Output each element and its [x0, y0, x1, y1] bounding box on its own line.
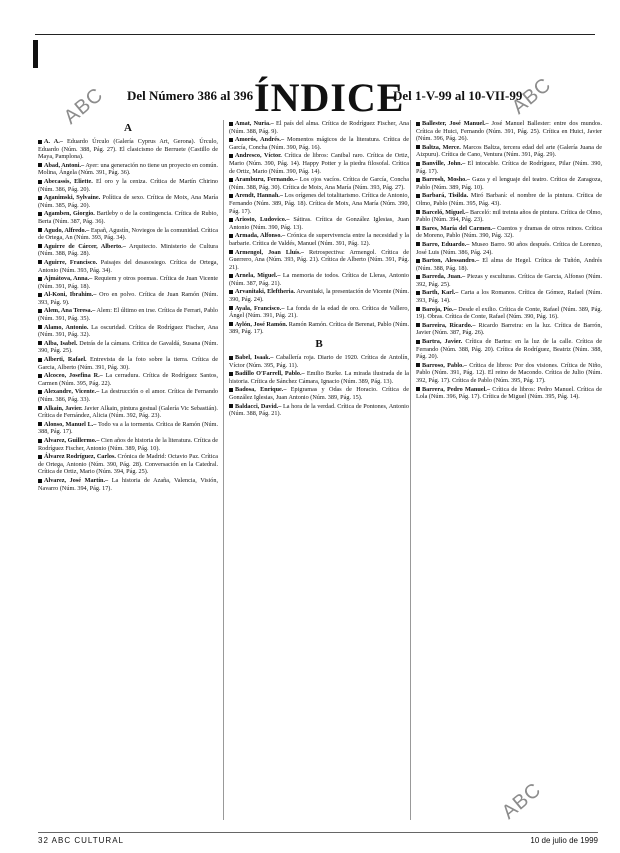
index-entry [229, 403, 409, 418]
entry-author: Aganimski, Sylvaine. [44, 194, 101, 202]
entry-author: Alvarez, Guillermo.– [44, 436, 100, 444]
corner-bar [33, 40, 38, 68]
entry-text: La hora de la verdad. Crítica de Pontones, Antonio (Núm. 388, Pág. 21). [229, 402, 409, 418]
entry-author: Barroso, Pablo.– [422, 361, 467, 369]
entry-text: Ramón Ramón. Crítica de Berenat, Pablo (Núm. 389, Pág. 17). [229, 320, 409, 336]
index-entry [38, 178, 218, 193]
entry-text: El país del alma. Crítica de Rodríguez Fischer, Ana (Núm. 388, Pág. 9). [229, 120, 409, 135]
index-entry [38, 405, 218, 420]
entry-text: El alma de Hegel. Crítica de Tuñón, Andrés (Núm. 388, Pág. 18). [416, 257, 602, 272]
bullet-square-icon [38, 390, 42, 394]
entry-text: Eduardo Úrculo (Galería Cyprus Art, Gerona). Úrculo, Eduardo (Núm. 388, Pág. 27). El clasicismo de Berruete (Castillo de Maya, Pamplona). [38, 138, 218, 161]
entry-text: Sátiras. Crítica de González Iglesias, Juan Antonio (Núm. 390, Pág. 13). [229, 216, 409, 231]
entry-text: Marcos Baltza, tercera edad del arte (Galería Juana de Aizpuru). Crítica de Cano, Ventura (Núm. 391, Pág. 29). [416, 143, 602, 159]
entry-text: La fonda de la edad de oro. Crítica de Vallero, Ángel (Núm. 391, Pág. 21). [229, 304, 409, 320]
bullet-square-icon [38, 309, 42, 313]
index-entry [38, 259, 218, 274]
entry-author: Alem, Ana Teresa.– [44, 307, 96, 315]
entry-text: Crítica de libros: Pedro Manuel. Crítica de Lola (Núm. 396, Pág. 17). Crítica de Miguel (Núm. 395, Pág. 14). [416, 385, 602, 401]
issue-range: Del Número 386 al 396 [127, 88, 254, 103]
entry-text: Cien años de historia de la literatura. Crítica de Rodríguez Fischer, Antonio (Núm. 389, Pág. 10). [38, 436, 218, 452]
entry-text: Política de sexo. Crítica de Moix, Ana María (Núm. 385, Pág. 20). [38, 194, 218, 209]
entry-text: Bartleby o de la contingencia. Crítica de Rubio, Berta (Núm. 387, Pág. 36). [38, 210, 218, 225]
index-column-1 [38, 120, 218, 810]
bullet-square-icon [229, 178, 233, 182]
entry-author: Ayala, Francisco.– [235, 304, 285, 312]
entry-author: Barrosh, Mosho.– [422, 176, 470, 184]
bullet-square-icon [416, 340, 420, 344]
index-entry [38, 243, 218, 258]
bullet-square-icon [38, 212, 42, 216]
index-letter-heading: A [124, 122, 132, 134]
bullet-square-icon [38, 479, 42, 483]
entry-author: A. A.– [44, 138, 63, 145]
bullet-square-icon [229, 290, 233, 294]
entry-text: Museo Barro. 90 años después. Crítica de Lorenzo, José Luis (Núm. 386, Pág. 24). [416, 240, 602, 256]
watermark-bottom: ABC [497, 778, 546, 824]
entry-text: La destrucción o el amor. Crítica de Fernando (Núm. 386, Pág. 33). [38, 388, 218, 403]
index-entry [38, 162, 218, 177]
bullet-square-icon [416, 259, 420, 263]
bullet-square-icon [229, 356, 233, 360]
index-entry [38, 356, 218, 371]
entry-text: La oscuridad. Crítica de Rodríguez Fischer, Ana (Núm. 391, Pág. 32). [38, 323, 218, 339]
entry-text: Los ojos vacíos. Crítica de García, Concha (Núm. 388, Pág. 30). Crítica de Moix, Ana María (Núm. 393, Pág. 27). [229, 176, 409, 191]
index-entry [229, 216, 409, 231]
bullet-square-icon [416, 210, 420, 214]
entry-text: Retrospectiva: Armengol. Crítica de Guerrero, Ana (Núm. 393, Pág. 21). Crítica de Alberto (Núm. 391, Pág. 21). [229, 248, 409, 271]
entry-author: Badosa, Enrique.– [235, 386, 287, 394]
entry-author: Ballester, José Manuel.– [422, 120, 489, 127]
index-entry [229, 120, 409, 135]
bullet-square-icon [38, 140, 42, 144]
index-entry [229, 272, 409, 287]
bullet-square-icon [38, 341, 42, 345]
bullet-square-icon [38, 196, 42, 200]
index-entry [416, 241, 602, 256]
bullet-square-icon [416, 363, 420, 367]
index-entry [229, 370, 409, 385]
page-footer [38, 836, 598, 848]
bullet-square-icon [416, 242, 420, 246]
entry-text: La memoria de todos. Crítica de Lleras, Antonio (Núm. 387, Pág. 21). [229, 272, 409, 287]
bullet-square-icon [38, 325, 42, 329]
bullet-square-icon [229, 404, 233, 408]
entry-author: Alvarez, José Martín.– [44, 476, 109, 484]
watermark-left: ABC [59, 83, 108, 129]
bullet-square-icon [38, 374, 42, 378]
index-entry [229, 232, 409, 247]
index-entry [38, 372, 218, 387]
entry-author: Ajmátova, Anna.– [44, 275, 93, 283]
entry-author: Aylón, José Ramón. [235, 320, 288, 328]
entry-text: José Manuel Ballester: entre dos mundos. Crítica de Huici, Fernando (Núm. 391, Pág. 25). Crítica en Huici, Javier (Núm. 396, Pág. 26). [416, 120, 602, 143]
entry-text: Arvanitaki, la presentación de Vicente (Núm. 390, Pág. 24). [229, 288, 409, 304]
bullet-square-icon [416, 226, 420, 230]
entry-text: Arquitecto. Ministerio de Cultura (Núm. 388, Pág. 28). [38, 242, 218, 258]
entry-author: Alkain, Javier. [44, 404, 83, 412]
bullet-square-icon [416, 178, 420, 182]
entry-author: Baldacci, David.– [235, 402, 282, 410]
entry-author: Alcoceo, Josefina R.– [44, 372, 103, 380]
entry-author: Alba, Isabel. [44, 339, 78, 347]
entry-author: Abecassis, Eliette. [44, 177, 93, 185]
index-entry [229, 305, 409, 320]
index-entry [416, 209, 602, 224]
entry-text: Españ, Agustín, Noviegos de la comunidad. Crítica de Ortega, An (Núm. 393, Pág. 34). [38, 226, 218, 242]
entry-author: Alberti, Rafael. [44, 356, 87, 364]
entry-author: Barreira, Ricardo.– [422, 321, 476, 329]
entry-text: Alem: El último en irse. Crítica de Ferrari, Pablo (Núm. 391, Pág. 35). [38, 307, 218, 323]
index-entry [416, 273, 602, 288]
footer-date: 10 de julio de 1999 [530, 836, 598, 845]
index-entry [416, 386, 602, 401]
entry-author: Armada, Alfonso.– [235, 232, 286, 240]
entry-text: Desde el exilio. Crítica de Conte, Rafael (Núm. 389, Pág. 19). Obras. Crítica de Conte, Rafael (Núm. 390, Pág. 16). [416, 305, 602, 321]
bullet-square-icon [229, 122, 233, 126]
index-entry [38, 340, 218, 355]
entry-author: Ariosto, Ludovico.– [235, 216, 290, 224]
bullet-square-icon [416, 291, 420, 295]
bullet-square-icon [38, 163, 42, 167]
entry-text: Gaza y el lenguaje del teatro. Crítica de Zaragoza, Pablo (Núm. 389, Pág. 10). [416, 176, 602, 191]
bullet-square-icon [38, 277, 42, 281]
entry-author: Arnela, Miguel.– [235, 272, 281, 280]
entry-author: Amat, Nuria.– [235, 120, 274, 127]
index-entry [38, 421, 218, 436]
index-entry [229, 321, 409, 336]
entry-author: Al-Koni, Ibrahim.– [44, 291, 97, 299]
entry-author: Arendt, Hannah.– [235, 192, 283, 200]
bullet-square-icon [229, 388, 233, 392]
index-entry [38, 477, 218, 492]
page-title: ÍNDICE [254, 75, 405, 120]
index-entry [38, 291, 218, 306]
entry-text: Requiem y otros poemas. Crítica de Juan Vicente (Núm. 391, Pág. 18). [38, 275, 218, 290]
entry-text: La historia de Azaña, Valencia, Visión, Navarro (Núm. 394, Pág. 17). [38, 476, 218, 492]
bullet-square-icon [38, 455, 42, 459]
footer-publication: 32 ABC CULTURAL [38, 836, 124, 845]
entry-author: Baroja, Pío.– [422, 305, 457, 313]
index-column-2 [229, 120, 409, 810]
bullet-square-icon [38, 180, 42, 184]
index-entry [416, 160, 602, 175]
index-entry [38, 194, 218, 209]
index-entry [38, 453, 218, 476]
entry-author: Barrera, Pedro Manuel.– [422, 385, 490, 393]
bullet-square-icon [229, 372, 233, 376]
index-entry [416, 362, 602, 385]
index-entry [229, 386, 409, 401]
top-divider [35, 34, 595, 35]
bullet-square-icon [38, 228, 42, 232]
entry-text: Crítica de libros: Canibal raro. Crítica de Ortiz, Mario (Núm. 390, Pág. 14). Happy Potter y la piedra filosofal. Crítica de Ortiz, Mario (Núm. 390, Pág. 14). [229, 152, 409, 175]
entry-author: Aguirre, Francisco. [44, 258, 98, 266]
entry-author: Barreda, Juan.– [422, 273, 466, 281]
index-entry [229, 192, 409, 215]
watermark-right: ABC [507, 73, 556, 119]
index-entry [416, 322, 602, 337]
entry-text: Caballería roja. Diario de 1920. Crítica de Antolín, Víctor (Núm. 395, Pág. 11). [229, 354, 409, 369]
entry-text: Todo va a la tormenta. Crítica de Ramón (Núm. 388, Pág. 17). [38, 420, 218, 436]
entry-text: Barceló: mil treinta años de pintura. Crítica de Olmo, Pablo (Núm. 394, Pág. 23). [416, 208, 602, 224]
index-entry [38, 324, 218, 339]
entry-author: Alonso, Manuel L.– [44, 420, 97, 428]
entry-text: La cerradura. Crítica de Rodríguez Santos, Carmen (Núm. 395, Pág. 22). [38, 372, 218, 387]
entry-author: Abad, Antoni.– [44, 161, 85, 169]
index-entry [229, 249, 409, 272]
index-entry [416, 289, 602, 304]
footer-divider [38, 832, 598, 833]
index-entry [416, 257, 602, 272]
entry-text: Oro en polvo. Crítica de Juan Ramón (Núm. 393, Pág. 9). [38, 291, 218, 306]
index-entry [38, 275, 218, 290]
date-range: Del 1-V-99 al 10-VII-99 [393, 88, 523, 103]
bullet-square-icon [229, 194, 233, 198]
entry-text: Crónica de Madrid: Octavio Paz. Crítica de Ortega, Antonio (Núm. 390, Pág. 28). Conversación en la Catedral. Crítica de Ortiz, Mario (Núm. 394, Pág. 25). [38, 453, 218, 476]
index-entry [416, 306, 602, 321]
bullet-square-icon [416, 307, 420, 311]
entry-text: Crítica de Bartra: en la luz de la calle. Crítica de Ferrando (Núm. 388, Pág. 20). Crítica de Rodríguez, Beatriz (Núm. 388, Pág. 20). [416, 338, 602, 361]
index-entry [38, 138, 218, 161]
bullet-square-icon [38, 358, 42, 362]
entry-author: Barbará, Tisilda. [422, 192, 469, 200]
index-column-3 [416, 120, 602, 810]
entry-text: Crónica de supervivencia entre la necesidad y la barbarie. Crítica de Valdés, Manuel (Núm. 391, Pág. 12). [229, 232, 409, 247]
entry-text: Ayer: una generación no tiene un proyecto en común. Molina, Ángela (Núm. 391, Pág. 36). [38, 161, 218, 177]
index-entry [416, 338, 602, 361]
entry-text: Cuentos y dramas de otros reinos. Crítica de Moreno, Pablo (Núm. 390, Pág. 32). [416, 224, 602, 240]
index-entry [38, 437, 218, 452]
entry-text: Detrás de la cámara. Crítica de Gavaldá, Susana (Núm. 390, Pág. 25). [38, 339, 218, 355]
entry-text: Miró Barbará: el nombre de la pintura. Crítica de Olmo, Pablo (Núm. 395, Pág. 43). [416, 192, 602, 207]
entry-text: Paisajes del desasosiego. Crítica de Ortega, Antonio (Núm. 393, Pág. 34). [38, 258, 218, 274]
entry-author: Bartra, Javier. [422, 338, 463, 346]
bullet-square-icon [38, 293, 42, 297]
entry-author: Babel, Isaak.– [235, 354, 274, 362]
entry-author: Andresco, Víctor. [235, 152, 282, 160]
entry-text: Carta a los Romanos. Crítica de Gómez, Rafael (Núm. 393, Pág. 14). [416, 289, 602, 305]
entry-author: Alexandre, Vicente.– [44, 388, 100, 396]
entry-text: Javier Alkain, pintura gestual (Galería Vic Sebastián). Crítica de Fernández, Alicia (Núm. 392, Pág. 23). [38, 404, 218, 420]
index-entry [416, 176, 602, 191]
bullet-square-icon [38, 439, 42, 443]
bullet-square-icon [229, 322, 233, 326]
entry-author: Aguirre de Cárcer, Alberto.– [44, 242, 126, 250]
entry-text: Los orígenes del totalitarismo. Crítica de Antonio, Fernando (Núm. 389, Pág. 18). Crítica de Moix, Ana María (Núm. 390, Pág. 17). [229, 192, 409, 215]
bullet-square-icon [416, 387, 420, 391]
entry-text: Emilio Burke. La mirada ilustrada de la historia. Crítica de Sánchez Cámara, Ignacio (Núm. 389, Pág. 13). [229, 370, 409, 385]
index-entry [38, 227, 218, 242]
entry-author: Amorós, Andrés.– [235, 136, 285, 144]
entry-author: Alamo, Antonio. [44, 323, 89, 331]
column-divider-1 [223, 120, 224, 820]
entry-author: Badillo O'Farrell, Pablo.– [235, 370, 305, 378]
bullet-square-icon [229, 218, 233, 222]
entry-text: Crítica de libros: Por dos visiones. Crítica de Niño, Pablo (Núm. 391, Pág. 12). El reino de Macondo. Crítica de Julio (Núm. 392, Pág. 17). Crítica de Pablo (Núm. 395, Pág. 17). [416, 361, 602, 384]
bullet-square-icon [416, 275, 420, 279]
bullet-square-icon [229, 154, 233, 158]
bullet-square-icon [416, 194, 420, 198]
bullet-square-icon [229, 250, 233, 254]
index-entry [416, 120, 602, 143]
bullet-square-icon [38, 244, 42, 248]
entry-text: Entrevista de la foto sobre la tierra. Crítica de Garcia, Alberto (Núm. 391, Pág. 30). [38, 356, 218, 371]
entry-text: El intocable. Crítica de Rodríguez, Pilar (Núm. 390, Pág. 17). [416, 159, 602, 175]
entry-author: Barro, Eduardo.– [422, 240, 470, 248]
entry-text: Ricardo Barreira: en la luz. Crítica de Barrón, Javier (Núm. 387, Pág. 26). [416, 321, 602, 337]
index-letter-heading: B [315, 338, 323, 351]
entry-author: Aramburu, Fernando.– [235, 176, 298, 184]
bullet-square-icon [229, 306, 233, 310]
index-entry [229, 136, 409, 151]
bullet-square-icon [416, 145, 420, 149]
entry-author: Álvarez Rodríguez, Carlos. [44, 453, 116, 461]
entry-author: Agamben, Giorgio. [44, 210, 95, 218]
index-entry [416, 144, 602, 159]
entry-text: El oro y la ceniza. Crítica de Martín Chirino (Núm. 386, Pág. 20). [38, 177, 218, 193]
bullet-square-icon [416, 323, 420, 327]
bullet-square-icon [229, 234, 233, 238]
bullet-square-icon [416, 162, 420, 166]
bullet-square-icon [38, 260, 42, 264]
entry-author: Arvanitaki, Eleftheria. [235, 288, 296, 296]
entry-author: Banville, John.– [422, 159, 466, 167]
entry-author: Bares, María del Carmen.– [422, 224, 496, 232]
index-entry [38, 388, 218, 403]
index-heading [0, 75, 620, 120]
entry-text: Epigramas y Odas de Horacio. Crítica de González Iglesias, Juan Antonio (Núm. 389, Pág. 15). [229, 386, 409, 401]
index-entry [229, 176, 409, 191]
entry-author: Barton, Alessandro.– [422, 257, 480, 265]
bullet-square-icon [38, 406, 42, 410]
index-entry [416, 192, 602, 207]
bullet-square-icon [229, 138, 233, 142]
index-entry [38, 210, 218, 225]
entry-author: Barceló, Miguel.– [422, 208, 469, 216]
index-entry [229, 288, 409, 303]
index-entry [416, 225, 602, 240]
index-entry [229, 354, 409, 369]
entry-author: Armengol, Joan Lluís.– [235, 248, 304, 256]
entry-author: Agudo, Alfredo.– [44, 226, 90, 234]
entry-text: Piezas y esculturas. Crítica de Garcia, Alfonso (Núm. 392, Pág. 25). [416, 273, 602, 288]
entry-author: Baltza, Merce. [422, 143, 461, 151]
entry-text: Momentos mágicos de la literatura. Crítica de García, Concha (Núm. 390, Pág. 16). [229, 136, 409, 151]
column-divider-2 [410, 120, 411, 820]
bullet-square-icon [38, 422, 42, 426]
entry-author: Barth, Karl.– [422, 289, 459, 297]
bullet-square-icon [416, 122, 420, 126]
index-entry [229, 152, 409, 175]
index-entry [38, 307, 218, 322]
bullet-square-icon [229, 274, 233, 278]
